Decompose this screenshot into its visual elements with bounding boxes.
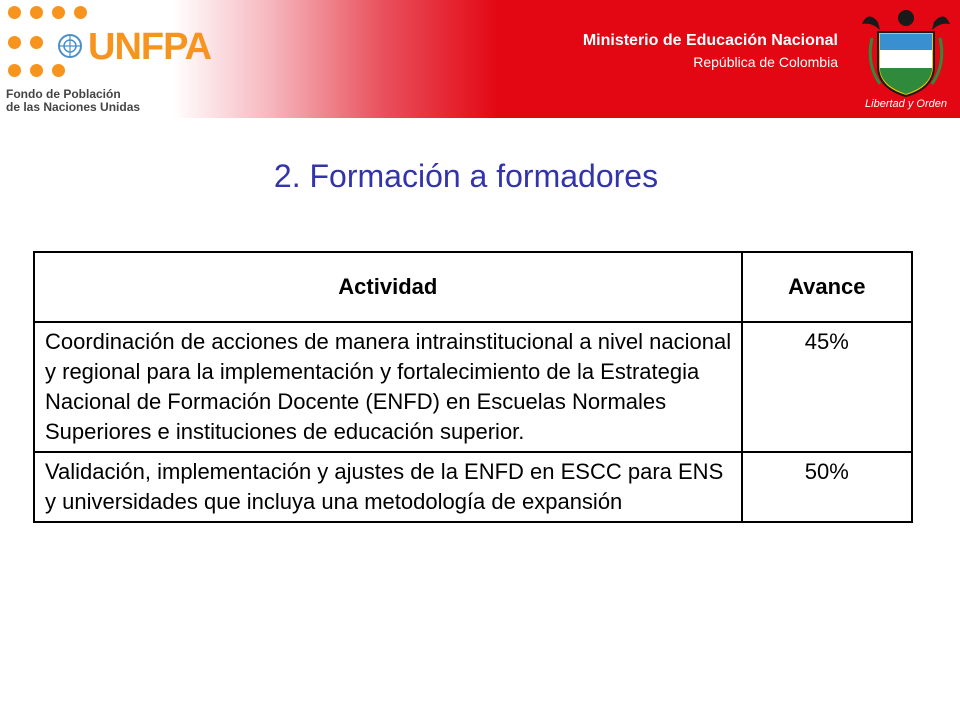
ministry-block xyxy=(583,30,838,72)
coat-of-arms-motto: Libertad y Orden xyxy=(865,98,947,110)
activity-cell: Validación, implementación y ajustes de la ENFD en ESCC para ENS y universidades que incluya una metodología de expansión xyxy=(34,452,742,522)
activities-table xyxy=(33,251,913,523)
progress-cell: 50% xyxy=(742,452,912,522)
unfpa-wordmark: UNFPA xyxy=(88,26,212,68)
table-row xyxy=(34,452,912,522)
unfpa-subtitle-line2: de las Naciones Unidas xyxy=(6,100,141,114)
table-header-row xyxy=(34,252,912,322)
header-activity: Actividad xyxy=(34,252,742,322)
progress-cell: 45% xyxy=(742,322,912,452)
unfpa-subtitle-line1: Fondo de Población xyxy=(6,87,121,101)
header-banner xyxy=(0,0,960,118)
ministry-country: República de Colombia xyxy=(693,54,838,70)
un-emblem-icon xyxy=(56,32,84,60)
activity-cell: Coordinación de acciones de manera intrainstitucional a nivel nacional y regional para la implementación y fortalecimiento de la Estrategia Nacional de Formación Docente (ENFD) en Escuelas Normales Superiores e instituciones de educación superior. xyxy=(34,322,742,452)
ministry-name: Ministerio de Educación Nacional xyxy=(582,32,838,49)
unfpa-subtitle xyxy=(6,88,206,114)
table-row xyxy=(34,322,912,452)
header-progress: Avance xyxy=(742,252,912,322)
slide-title: 2. Formación a formadores xyxy=(273,158,659,194)
